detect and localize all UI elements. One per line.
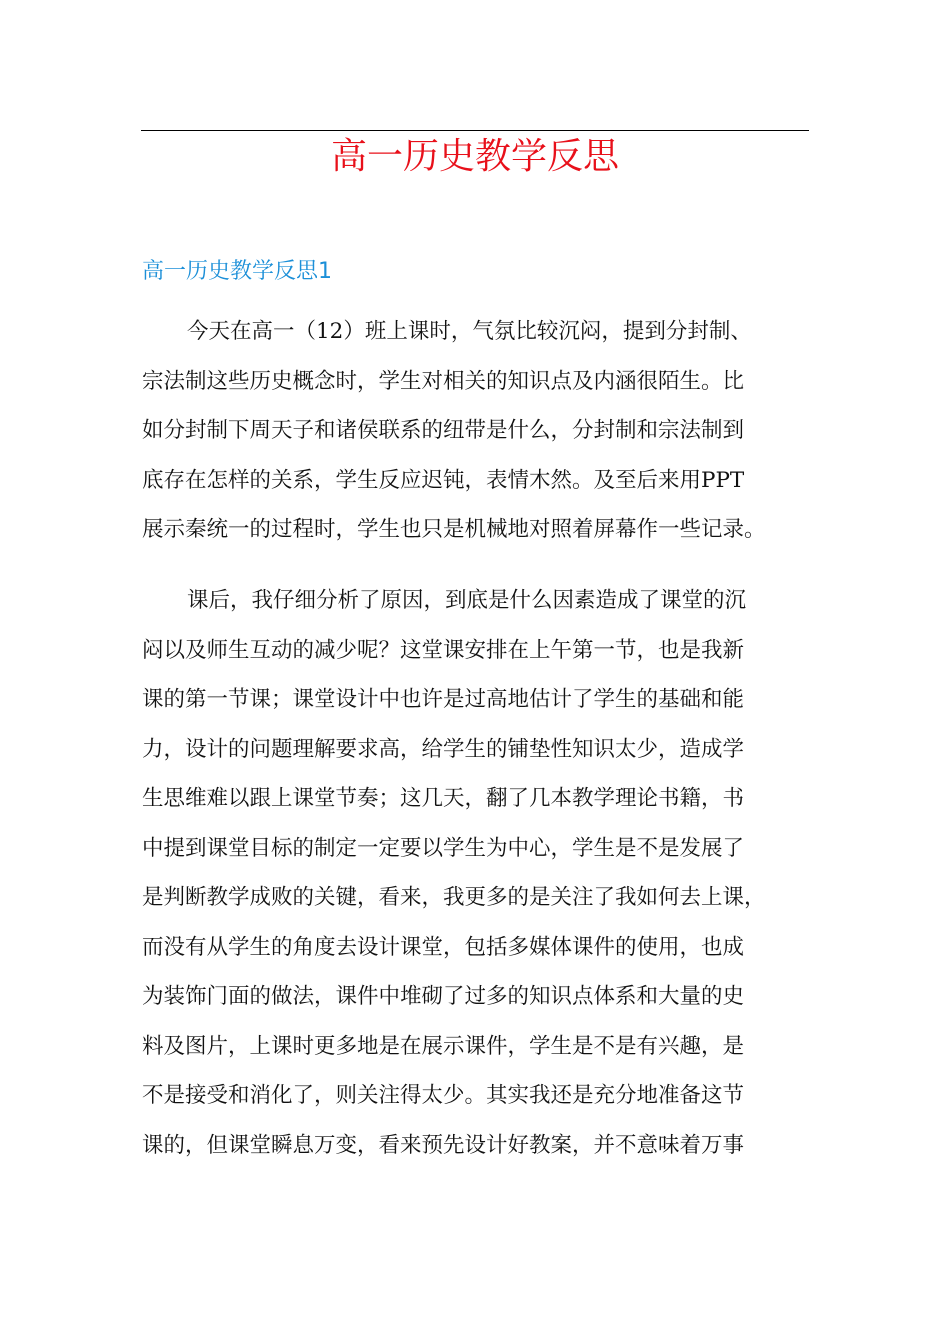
paragraph-1 [142, 307, 766, 555]
paragraph-line: 课后，我仔细分析了原因，到底是什么因素造成了课堂的沉 [187, 588, 747, 613]
paragraph-line: 是判断教学成败的关键，看来，我更多的是关注了我如何去上课， [142, 885, 766, 910]
paragraph-line: 如分封制下周天子和诸侯联系的纽带是什么，分封制和宗法制到 [142, 418, 745, 443]
paragraph-line: 为装饰门面的做法，课件中堆砌了过多的知识点体系和大量的史 [142, 984, 745, 1009]
paragraph-line: 而没有从学生的角度去设计课堂，包括多媒体课件的使用，也成 [142, 934, 745, 960]
paragraph-line: 课的，但课堂瞬息万变，看来预先设计好教案，并不意味着万事 [142, 1132, 745, 1158]
section-heading: 高一历史教学反思1 [142, 259, 332, 284]
paragraph-line: 展示秦统一的过程时，学生也只是机械地对照着屏幕作一些记录。 [142, 517, 766, 542]
header-rule [141, 130, 809, 131]
paragraph-line: 闷以及师生互动的减少呢？这堂课安排在上午第一节，也是我新 [142, 637, 745, 663]
paragraph-line: 课的第一节课；课堂设计中也许是过高地估计了学生的基础和能 [142, 687, 745, 712]
paragraph-line: 今天在高一（12）班上课时，气氛比较沉闷，提到分封制、 [187, 319, 752, 344]
paragraph-2 [142, 576, 766, 1170]
document-title: 高一历史教学反思 [330, 136, 619, 177]
paragraph-line: 不是接受和消化了，则关注得太少。其实我还是充分地准备这节 [142, 1083, 745, 1108]
paragraph-line: 中提到课堂目标的制定一定要以学生为中心，学生是不是发展了 [142, 835, 745, 861]
paragraph-line: 力，设计的问题理解要求高，给学生的铺垫性知识太少，造成学 [142, 736, 745, 762]
paragraph-line: 宗法制这些历史概念时，学生对相关的知识点及内涵很陌生。比 [142, 368, 745, 394]
paragraph-line: 生思维难以跟上课堂节奏；这几天，翻了几本教学理论书籍，书 [142, 786, 745, 811]
paragraph-line: 底存在怎样的关系，学生反应迟钝，表情木然。及至后来用PPT [142, 467, 745, 493]
paragraph-line: 料及图片，上课时更多地是在展示课件，学生是不是有兴趣，是 [142, 1033, 745, 1059]
